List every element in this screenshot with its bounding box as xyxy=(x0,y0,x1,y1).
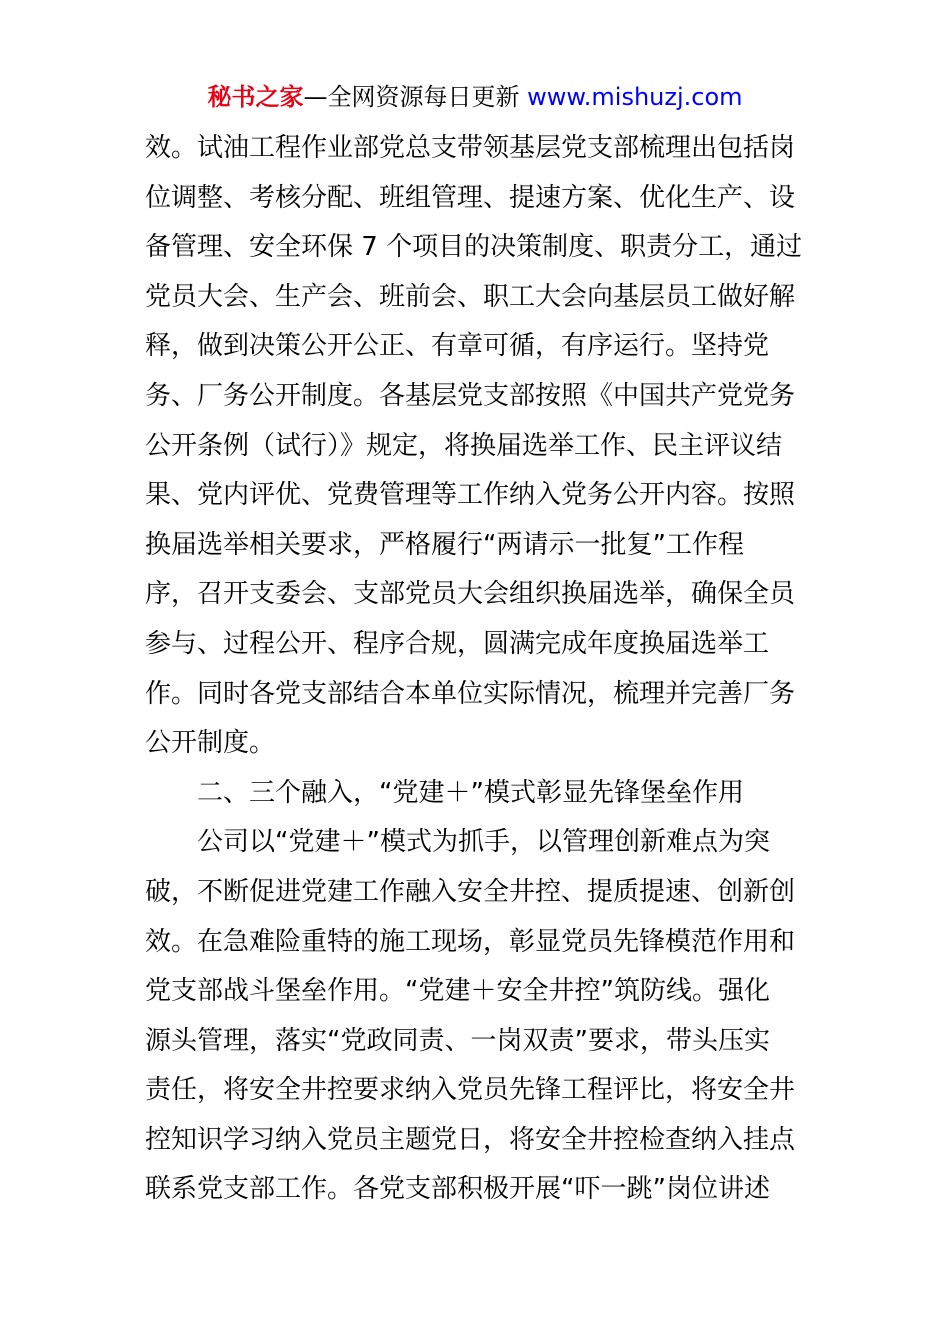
text-line: 务、厂务公开制度。各基层党支部按照《中国共产党党务 xyxy=(145,380,796,411)
page-header xyxy=(0,80,950,114)
text-line: 控知识学习纳入党员主题党日，将安全井控检查纳入挂点 xyxy=(145,1124,796,1155)
text-line: 联系党支部工作。各党支部积极开展“吓一跳”岗位讲述 xyxy=(145,1174,770,1205)
document-body xyxy=(145,124,815,1215)
text-line: 党员大会、生产会、班前会、职工大会向基层员工做好解 xyxy=(145,281,796,312)
text-line: 果、党内评优、党费管理等工作纳入党务公开内容。按照 xyxy=(145,480,796,511)
section-heading: 二、三个融入，“党建＋”模式彰显先锋堡垒作用 xyxy=(197,777,744,808)
text-line: 参与、过程公开、程序合规，圆满完成年度换届选举工 xyxy=(145,628,770,659)
text-line: 公开制度。 xyxy=(145,728,276,759)
text-line: 破，不断促进党建工作融入安全井控、提质提速、创新创 xyxy=(145,876,796,907)
paragraph-first-line: 公司以“党建＋”模式为抓手，以管理创新难点为突 xyxy=(197,827,770,858)
text-line: 党支部战斗堡垒作用。“党建＋安全井控”筑防线。强化 xyxy=(145,976,770,1007)
text-line: 作。同时各党支部结合本单位实际情况，梳理并完善厂务 xyxy=(145,678,796,709)
text-line: 换届选举相关要求，严格履行“两请示一批复”工作程 xyxy=(145,529,744,560)
brand-name: 秘书之家 xyxy=(207,83,304,111)
text-line: 责任，将安全井控要求纳入党员先锋工程评比，将安全井 xyxy=(145,1075,796,1106)
text-line: 效。试油工程作业部党总支带领基层党支部梳理出包括岗 xyxy=(145,133,796,163)
header-tagline: —全网资源每日更新 xyxy=(303,83,528,111)
text-line: 释，做到决策公开公正、有章可循，有序运行。坚持党 xyxy=(145,331,770,362)
text-line: 位调整、考核分配、班组管理、提速方案、优化生产、设 xyxy=(145,182,796,213)
site-url-link[interactable]: www.mishuzj.com xyxy=(527,83,743,111)
text-line: 序，召开支委会、支部党员大会组织换届选举，确保全员 xyxy=(145,579,796,610)
text-line: 公开条例（试行）》规定，将换届选举工作、民主评议结 xyxy=(145,430,783,461)
text-line: 源头管理，落实“党政同责、一岗双责”要求，带头压实 xyxy=(145,1025,770,1056)
text-line: 备管理、安全环保 7 个项目的决策制度、职责分工，通过 xyxy=(145,232,803,263)
text-line: 效。在急难险重特的施工现场，彰显党员先锋模范作用和 xyxy=(145,926,796,957)
